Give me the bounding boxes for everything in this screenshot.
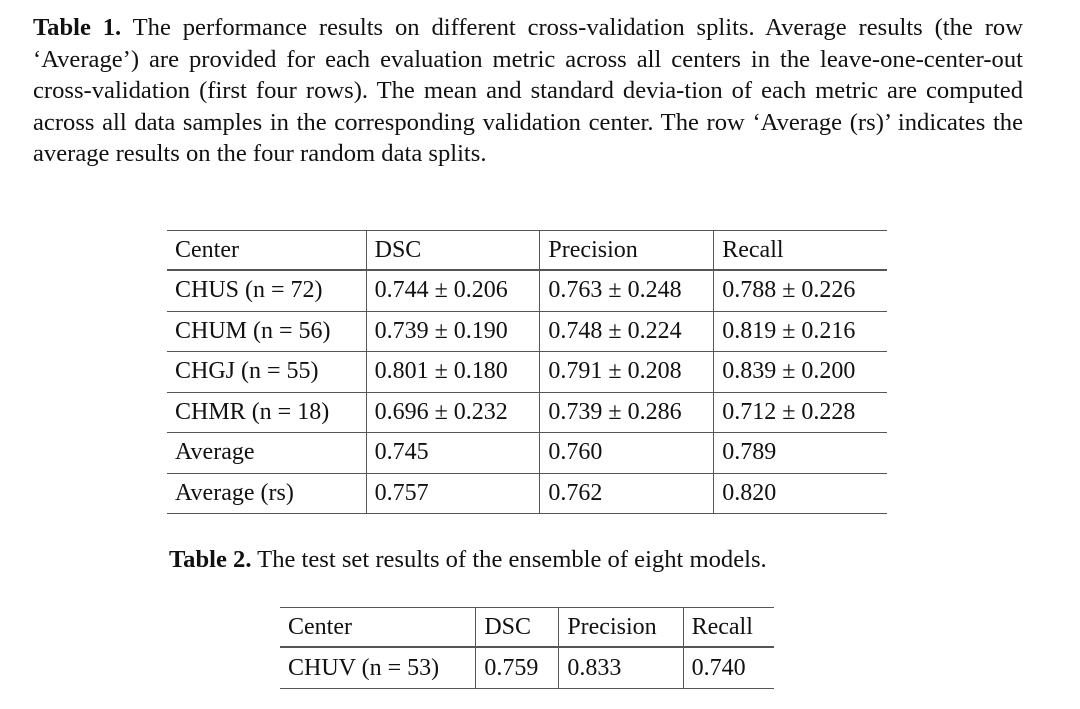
- table2: [280, 607, 774, 689]
- table-row: [167, 352, 887, 393]
- table-cell: 0.819 ± 0.216: [714, 311, 887, 352]
- table1-header-cell: Recall: [714, 231, 887, 271]
- table-cell: 0.801 ± 0.180: [366, 352, 540, 393]
- table-cell: 0.788 ± 0.226: [714, 270, 887, 311]
- table1-header-row: [167, 231, 887, 271]
- table2-caption-text: The test set results of the ensemble of eight models.: [251, 546, 767, 573]
- table-cell: Average (rs): [167, 473, 366, 514]
- table-cell: CHMR (n = 18): [167, 392, 366, 433]
- table-cell: 0.839 ± 0.200: [714, 352, 887, 393]
- table1-caption-label: Table 1.: [33, 14, 122, 41]
- table1: [167, 230, 887, 514]
- table-cell: 0.696 ± 0.232: [366, 392, 540, 433]
- table-cell: CHUS (n = 72): [167, 270, 366, 311]
- table-row: [167, 311, 887, 352]
- table-cell: CHUV (n = 53): [280, 647, 476, 689]
- table-row: [167, 392, 887, 433]
- table1-caption-text: The performance results on different cross-validation splits. Average results (the row ‘Average’) are provided for each evaluation metric across all centers in the leave-one-center-out cross-validation (first four rows). The mean and standard devia-tion of each metric are computed across all data samples in the corresponding validation center. The row ‘Average (rs)’ indicates the average results on the four random data splits.: [33, 14, 1023, 167]
- table-cell: 0.762: [540, 473, 714, 514]
- table-cell: 0.789: [714, 433, 887, 474]
- table-cell: Average: [167, 433, 366, 474]
- table2-header-cell: DSC: [476, 608, 559, 648]
- table2-caption-label: Table 2.: [169, 546, 252, 573]
- table-cell: 0.739 ± 0.286: [540, 392, 714, 433]
- table-row: [167, 433, 887, 474]
- table-cell: 0.763 ± 0.248: [540, 270, 714, 311]
- table1-header-cell: Precision: [540, 231, 714, 271]
- table-cell: 0.820: [714, 473, 887, 514]
- table-cell: CHUM (n = 56): [167, 311, 366, 352]
- table-cell: 0.712 ± 0.228: [714, 392, 887, 433]
- table-row: [167, 270, 887, 311]
- table2-header-row: [280, 608, 774, 648]
- table1-header-cell: DSC: [366, 231, 540, 271]
- table-cell: 0.757: [366, 473, 540, 514]
- table-cell: 0.748 ± 0.224: [540, 311, 714, 352]
- table2-header-cell: Center: [280, 608, 476, 648]
- table-cell: CHGJ (n = 55): [167, 352, 366, 393]
- table1-caption: [33, 12, 1023, 170]
- table-cell: 0.744 ± 0.206: [366, 270, 540, 311]
- table2-header-cell: Precision: [559, 608, 683, 648]
- table2-caption: [169, 546, 767, 574]
- table-cell: 0.760: [540, 433, 714, 474]
- table1-header-cell: Center: [167, 231, 366, 271]
- table2-header-cell: Recall: [683, 608, 774, 648]
- table-cell: 0.759: [476, 647, 559, 689]
- table-row: [167, 473, 887, 514]
- table-row: [280, 647, 774, 689]
- table-cell: 0.740: [683, 647, 774, 689]
- table-cell: 0.791 ± 0.208: [540, 352, 714, 393]
- table-cell: 0.833: [559, 647, 683, 689]
- table-cell: 0.745: [366, 433, 540, 474]
- table-cell: 0.739 ± 0.190: [366, 311, 540, 352]
